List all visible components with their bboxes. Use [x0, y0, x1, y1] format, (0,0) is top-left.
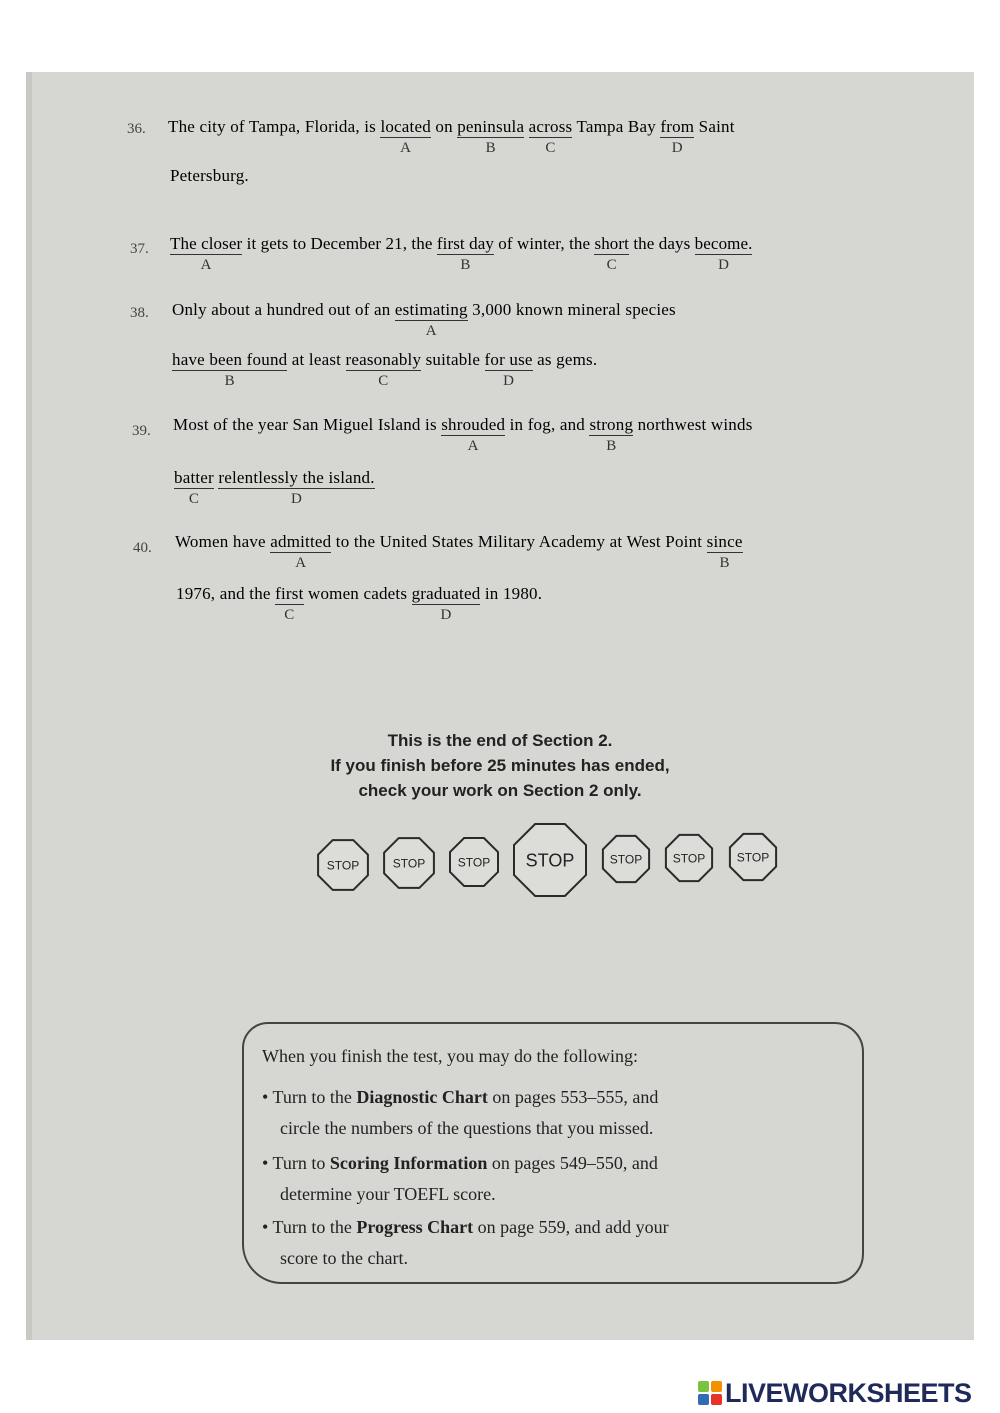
question-line: 1976, and the first C women cadets graduated D in 1980. [176, 584, 543, 623]
instruction-item-scoring: • Turn to Scoring Information on pages 549–550, and determine your TOEFL score. [262, 1153, 658, 1204]
question-number: 37. [130, 241, 149, 257]
option-d[interactable]: become. D [694, 234, 753, 273]
question-line: Most of the year San Miguel Island is shrouded A in fog, and strong B northwest winds [173, 415, 753, 454]
option-d[interactable]: for use D [484, 350, 533, 389]
bullet-icon: • [262, 1217, 273, 1237]
option-d[interactable]: relentlessly the island. D [218, 468, 375, 507]
end-notice-line1: This is the end of Section 2. [387, 731, 613, 750]
option-b[interactable]: first day B [436, 234, 494, 273]
option-c[interactable]: batter C [174, 468, 214, 507]
stop-sign-label: STOP [609, 852, 643, 867]
question-line: The closer A it gets to December 21, the first day B of winter, the short C the days become. D [170, 234, 753, 273]
liveworksheets-brand[interactable] [698, 1378, 972, 1408]
end-notice-line2: If you finish before 25 minutes has ended, [330, 756, 670, 775]
option-b[interactable]: strong B [589, 415, 634, 454]
instruction-item-diagnostic: • Turn to the Diagnostic Chart on pages 553–555, and circle the numbers of the questions that you missed. [262, 1087, 659, 1138]
question-line: Only about a hundred out of an estimating A 3,000 known mineral species [172, 300, 676, 339]
instruction-item-progress: • Turn to the Progress Chart on page 559, and add your score to the chart. [262, 1217, 669, 1268]
question-number: 39. [132, 423, 151, 439]
stop-sign-label: STOP [672, 851, 706, 866]
stop-sign-label: STOP [326, 858, 360, 873]
option-b[interactable]: have been found B [172, 350, 288, 389]
question-line [174, 468, 375, 507]
option-c[interactable]: reasonably C [345, 350, 422, 389]
question-line: Women have admitted A to the United States Military Academy at West Point since B [175, 532, 743, 571]
question-number: 40. [133, 540, 152, 556]
instructions-intro: When you finish the test, you may do the following: [262, 1046, 638, 1066]
option-c[interactable]: across C [528, 117, 573, 156]
stop-sign-label: STOP [392, 856, 426, 871]
liveworksheets-logo-icon [698, 1381, 722, 1405]
end-notice-line3: check your work on Section 2 only. [358, 781, 642, 800]
option-b[interactable]: since B [706, 532, 743, 571]
stop-sign-label: STOP [457, 855, 491, 870]
option-c[interactable]: short C [594, 234, 629, 273]
instructions-box [242, 1022, 864, 1284]
question-number: 36. [127, 121, 146, 137]
stop-sign-label: STOP [736, 850, 770, 865]
question-line: have been found B at least reasonably C suitable for use D as gems. [172, 350, 598, 389]
stop-signs-row [0, 818, 1000, 908]
question-line: The city of Tampa, Florida, is located A on peninsula B across C Tampa Bay from D Saint [168, 117, 735, 156]
option-a[interactable]: admitted A [270, 532, 332, 571]
option-d[interactable]: graduated D [411, 584, 481, 623]
page-edge [26, 72, 32, 1340]
option-a[interactable]: located A [380, 117, 431, 156]
bullet-icon: • [262, 1153, 273, 1173]
option-a[interactable]: estimating A [394, 300, 468, 339]
option-d[interactable]: from D [660, 117, 695, 156]
option-c[interactable]: first C [275, 584, 304, 623]
bullet-icon: • [262, 1087, 273, 1107]
option-a[interactable]: shrouded A [441, 415, 506, 454]
option-a[interactable]: The closer A [170, 234, 243, 273]
option-b[interactable]: peninsula B [457, 117, 525, 156]
brand-name: LIVEWORKSHEETS [725, 1378, 972, 1408]
question-line: Petersburg. [170, 166, 249, 185]
stop-sign-label: STOP [525, 850, 575, 871]
question-number: 38. [130, 305, 149, 321]
